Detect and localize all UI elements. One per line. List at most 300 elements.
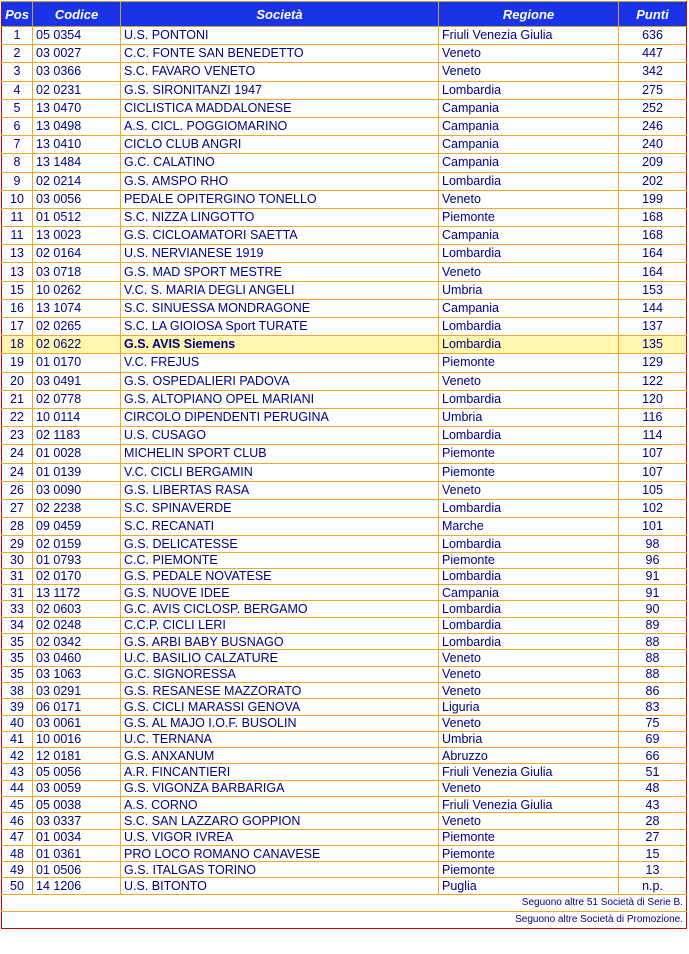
cell-regione: Veneto [439, 481, 619, 499]
cell-pos: 4 [2, 81, 33, 99]
table-row [2, 354, 687, 372]
cell-regione: Campania [439, 227, 619, 245]
cell-regione: Liguria [439, 699, 619, 715]
cell-codice: 01 0512 [33, 208, 121, 226]
table-row [2, 227, 687, 245]
table-row [2, 568, 687, 584]
cell-regione: Piemonte [439, 208, 619, 226]
cell-pos: 45 [2, 797, 33, 813]
table-row [2, 154, 687, 172]
table-row [2, 245, 687, 263]
cell-punti: 91 [619, 568, 687, 584]
cell-codice: 03 0337 [33, 813, 121, 829]
cell-regione: Campania [439, 99, 619, 117]
cell-pos: 48 [2, 845, 33, 861]
cell-punti: 135 [619, 336, 687, 354]
cell-regione: Campania [439, 136, 619, 154]
cell-pos: 13 [2, 245, 33, 263]
cell-societa: G.S. RESANESE MAZZORATO [121, 682, 439, 698]
cell-codice: 13 1074 [33, 299, 121, 317]
cell-punti: 209 [619, 154, 687, 172]
cell-pos: 38 [2, 682, 33, 698]
table-row [2, 552, 687, 568]
cell-regione: Veneto [439, 780, 619, 796]
cell-societa: S.C. SAN LAZZARO GOPPION [121, 813, 439, 829]
cell-pos: 9 [2, 172, 33, 190]
cell-codice: 06 0171 [33, 699, 121, 715]
cell-pos: 41 [2, 731, 33, 747]
table-row [2, 136, 687, 154]
cell-codice: 05 0056 [33, 764, 121, 780]
cell-societa: A.R. FINCANTIERI [121, 764, 439, 780]
table-row [2, 585, 687, 601]
cell-punti: 28 [619, 813, 687, 829]
cell-punti: 114 [619, 427, 687, 445]
cell-societa: U.S. BITONTO [121, 878, 439, 894]
cell-pos: 47 [2, 829, 33, 845]
cell-punti: 102 [619, 499, 687, 517]
table-row [2, 878, 687, 894]
cell-pos: 26 [2, 481, 33, 499]
table-row [2, 813, 687, 829]
cell-societa: S.C. FAVARO VENETO [121, 63, 439, 81]
table-row [2, 780, 687, 796]
cell-codice: 13 0470 [33, 99, 121, 117]
cell-punti: 275 [619, 81, 687, 99]
cell-codice: 01 0028 [33, 445, 121, 463]
cell-societa: C.C. PIEMONTE [121, 552, 439, 568]
table-row [2, 699, 687, 715]
cell-codice: 03 0056 [33, 190, 121, 208]
cell-pos: 50 [2, 878, 33, 894]
cell-punti: 240 [619, 136, 687, 154]
cell-regione: Piemonte [439, 354, 619, 372]
cell-punti: 27 [619, 829, 687, 845]
table-row [2, 666, 687, 682]
cell-societa: U.C. TERNANA [121, 731, 439, 747]
cell-punti: 105 [619, 481, 687, 499]
cell-punti: 144 [619, 299, 687, 317]
table-row [2, 601, 687, 617]
cell-societa: V.C. CICLI BERGAMIN [121, 463, 439, 481]
cell-regione: Veneto [439, 190, 619, 208]
cell-societa: V.C. FREJUS [121, 354, 439, 372]
cell-codice: 01 0506 [33, 862, 121, 878]
cell-pos: 16 [2, 299, 33, 317]
cell-codice: 09 0459 [33, 518, 121, 536]
header-row [2, 2, 687, 27]
table-row [2, 408, 687, 426]
cell-punti: 246 [619, 117, 687, 135]
cell-codice: 02 0164 [33, 245, 121, 263]
table-row [2, 81, 687, 99]
cell-regione: Piemonte [439, 829, 619, 845]
cell-punti: 43 [619, 797, 687, 813]
cell-pos: 42 [2, 748, 33, 764]
cell-codice: 10 0114 [33, 408, 121, 426]
cell-codice: 13 0498 [33, 117, 121, 135]
cell-punti: 107 [619, 463, 687, 481]
cell-pos: 35 [2, 666, 33, 682]
cell-codice: 03 0291 [33, 682, 121, 698]
cell-pos: 21 [2, 390, 33, 408]
cell-regione: Lombardia [439, 245, 619, 263]
cell-pos: 34 [2, 617, 33, 633]
header-regione: Regione [439, 2, 619, 27]
cell-regione: Umbria [439, 731, 619, 747]
cell-regione: Friuli Venezia Giulia [439, 764, 619, 780]
cell-punti: 88 [619, 650, 687, 666]
cell-regione: Lombardia [439, 172, 619, 190]
cell-societa: PEDALE OPITERGINO TONELLO [121, 190, 439, 208]
table-row [2, 499, 687, 517]
table-row [2, 117, 687, 135]
cell-codice: 01 0034 [33, 829, 121, 845]
cell-pos: 1 [2, 27, 33, 45]
cell-pos: 11 [2, 227, 33, 245]
table-row [2, 764, 687, 780]
cell-societa: G.S. CICLI MARASSI GENOVA [121, 699, 439, 715]
table-row [2, 27, 687, 45]
cell-punti: 342 [619, 63, 687, 81]
table-row [2, 617, 687, 633]
cell-societa: A.S. CICL. POGGIOMARINO [121, 117, 439, 135]
cell-regione: Lombardia [439, 318, 619, 336]
cell-societa: G.S. VIGONZA BARBARIGA [121, 780, 439, 796]
cell-pos: 35 [2, 650, 33, 666]
cell-societa: G.S. ITALGAS TORINO [121, 862, 439, 878]
cell-pos: 19 [2, 354, 33, 372]
cell-regione: Puglia [439, 878, 619, 894]
cell-pos: 15 [2, 281, 33, 299]
cell-regione: Lombardia [439, 536, 619, 552]
cell-pos: 43 [2, 764, 33, 780]
cell-pos: 31 [2, 568, 33, 584]
cell-pos: 30 [2, 552, 33, 568]
cell-pos: 31 [2, 585, 33, 601]
cell-punti: 101 [619, 518, 687, 536]
cell-punti: 96 [619, 552, 687, 568]
cell-codice: 03 0090 [33, 481, 121, 499]
cell-regione: Veneto [439, 650, 619, 666]
cell-societa: U.S. CUSAGO [121, 427, 439, 445]
cell-punti: 48 [619, 780, 687, 796]
cell-codice: 02 0265 [33, 318, 121, 336]
cell-pos: 11 [2, 208, 33, 226]
cell-pos: 49 [2, 862, 33, 878]
table-row [2, 299, 687, 317]
cell-punti: 107 [619, 445, 687, 463]
cell-codice: 03 0059 [33, 780, 121, 796]
cell-codice: 02 0248 [33, 617, 121, 633]
cell-regione: Veneto [439, 45, 619, 63]
cell-regione: Lombardia [439, 634, 619, 650]
table-row [2, 208, 687, 226]
table-row [2, 336, 687, 354]
cell-societa: S.C. SPINAVERDE [121, 499, 439, 517]
cell-regione: Lombardia [439, 601, 619, 617]
cell-pos: 17 [2, 318, 33, 336]
cell-punti: 51 [619, 764, 687, 780]
table-row [2, 518, 687, 536]
cell-pos: 35 [2, 634, 33, 650]
cell-punti: 116 [619, 408, 687, 426]
cell-codice: 01 0361 [33, 845, 121, 861]
cell-punti: 15 [619, 845, 687, 861]
cell-societa: A.S. CORNO [121, 797, 439, 813]
cell-regione: Veneto [439, 263, 619, 281]
cell-regione: Veneto [439, 715, 619, 731]
table-row [2, 281, 687, 299]
cell-societa: G.S. SIRONITANZI 1947 [121, 81, 439, 99]
header-punti: Punti [619, 2, 687, 27]
cell-societa: S.C. SINUESSA MONDRAGONE [121, 299, 439, 317]
cell-pos: 23 [2, 427, 33, 445]
cell-punti: 75 [619, 715, 687, 731]
table-row [2, 372, 687, 390]
cell-punti: 88 [619, 666, 687, 682]
cell-codice: 01 0170 [33, 354, 121, 372]
cell-pos: 27 [2, 499, 33, 517]
cell-societa: U.C. BASILIO CALZATURE [121, 650, 439, 666]
table-row [2, 427, 687, 445]
cell-codice: 13 0410 [33, 136, 121, 154]
cell-societa: CICLO CLUB ANGRI [121, 136, 439, 154]
cell-regione: Friuli Venezia Giulia [439, 27, 619, 45]
cell-regione: Veneto [439, 813, 619, 829]
table-row [2, 463, 687, 481]
cell-regione: Campania [439, 154, 619, 172]
table-row [2, 99, 687, 117]
cell-pos: 6 [2, 117, 33, 135]
cell-codice: 03 0718 [33, 263, 121, 281]
table-row [2, 634, 687, 650]
cell-codice: 02 0622 [33, 336, 121, 354]
table-row [2, 845, 687, 861]
table-row [2, 190, 687, 208]
cell-regione: Friuli Venezia Giulia [439, 797, 619, 813]
cell-pos: 24 [2, 445, 33, 463]
table-row [2, 172, 687, 190]
cell-punti: 86 [619, 682, 687, 698]
footnote-row [2, 911, 687, 928]
cell-codice: 13 1484 [33, 154, 121, 172]
cell-regione: Piemonte [439, 862, 619, 878]
cell-punti: 89 [619, 617, 687, 633]
cell-regione: Abruzzo [439, 748, 619, 764]
cell-pos: 3 [2, 63, 33, 81]
cell-regione: Piemonte [439, 445, 619, 463]
cell-regione: Campania [439, 117, 619, 135]
cell-regione: Veneto [439, 682, 619, 698]
cell-codice: 02 0778 [33, 390, 121, 408]
cell-punti: 98 [619, 536, 687, 552]
cell-codice: 13 0023 [33, 227, 121, 245]
cell-codice: 02 0231 [33, 81, 121, 99]
cell-regione: Campania [439, 299, 619, 317]
cell-regione: Lombardia [439, 390, 619, 408]
ranking-table [1, 1, 687, 929]
cell-regione: Lombardia [439, 499, 619, 517]
cell-codice: 10 0262 [33, 281, 121, 299]
cell-punti: 636 [619, 27, 687, 45]
cell-pos: 24 [2, 463, 33, 481]
cell-codice: 13 1172 [33, 585, 121, 601]
cell-societa: C.C. FONTE SAN BENEDETTO [121, 45, 439, 63]
cell-punti: 252 [619, 99, 687, 117]
cell-punti: 122 [619, 372, 687, 390]
cell-pos: 7 [2, 136, 33, 154]
cell-societa: C.C.P. CICLI LERI [121, 617, 439, 633]
cell-societa: U.S. PONTONI [121, 27, 439, 45]
cell-punti: 447 [619, 45, 687, 63]
cell-societa: S.C. RECANATI [121, 518, 439, 536]
cell-codice: 03 0027 [33, 45, 121, 63]
cell-regione: Lombardia [439, 568, 619, 584]
cell-punti: 164 [619, 245, 687, 263]
cell-societa: CICLISTICA MADDALONESE [121, 99, 439, 117]
cell-societa: G.S. ARBI BABY BUSNAGO [121, 634, 439, 650]
table-row [2, 715, 687, 731]
cell-regione: Lombardia [439, 617, 619, 633]
cell-punti: 199 [619, 190, 687, 208]
cell-pos: 2 [2, 45, 33, 63]
cell-pos: 20 [2, 372, 33, 390]
cell-punti: 164 [619, 263, 687, 281]
cell-punti: 153 [619, 281, 687, 299]
cell-regione: Piemonte [439, 552, 619, 568]
cell-regione: Lombardia [439, 336, 619, 354]
cell-societa: G.S. PEDALE NOVATESE [121, 568, 439, 584]
cell-pos: 46 [2, 813, 33, 829]
cell-regione: Marche [439, 518, 619, 536]
cell-societa: G.S. AL MAJO I.O.F. BUSOLIN [121, 715, 439, 731]
cell-regione: Veneto [439, 666, 619, 682]
footnote-promozione: Seguono altre Società di Promozione. [2, 911, 687, 928]
cell-punti: 202 [619, 172, 687, 190]
footnote-serie_b: Seguono altre 51 Società di Serie B. [2, 894, 687, 911]
cell-punti: 91 [619, 585, 687, 601]
cell-codice: 03 0366 [33, 63, 121, 81]
cell-codice: 02 2238 [33, 499, 121, 517]
cell-societa: G.S. ALTOPIANO OPEL MARIANI [121, 390, 439, 408]
cell-societa: MICHELIN SPORT CLUB [121, 445, 439, 463]
cell-codice: 03 1063 [33, 666, 121, 682]
table-row [2, 318, 687, 336]
cell-regione: Piemonte [439, 845, 619, 861]
cell-regione: Lombardia [439, 81, 619, 99]
cell-codice: 02 0159 [33, 536, 121, 552]
table-row [2, 797, 687, 813]
cell-punti: 137 [619, 318, 687, 336]
table-row [2, 682, 687, 698]
cell-societa: G.S. NUOVE IDEE [121, 585, 439, 601]
cell-codice: 14 1206 [33, 878, 121, 894]
header-pos: Pos [2, 2, 33, 27]
cell-regione: Veneto [439, 63, 619, 81]
cell-codice: 01 0793 [33, 552, 121, 568]
cell-pos: 44 [2, 780, 33, 796]
cell-societa: PRO LOCO ROMANO CANAVESE [121, 845, 439, 861]
cell-codice: 02 0214 [33, 172, 121, 190]
cell-codice: 03 0460 [33, 650, 121, 666]
table-row [2, 63, 687, 81]
cell-pos: 22 [2, 408, 33, 426]
table-row [2, 536, 687, 552]
cell-pos: 5 [2, 99, 33, 117]
table-row [2, 748, 687, 764]
table-row [2, 862, 687, 878]
ranking-rows [2, 27, 687, 929]
cell-pos: 8 [2, 154, 33, 172]
footnote-row [2, 894, 687, 911]
cell-societa: U.S. NERVIANESE 1919 [121, 245, 439, 263]
cell-codice: 03 0491 [33, 372, 121, 390]
cell-societa: U.S. VIGOR IVREA [121, 829, 439, 845]
cell-punti: 120 [619, 390, 687, 408]
cell-punti: 168 [619, 208, 687, 226]
cell-societa: G.S. AVIS Siemens [121, 336, 439, 354]
table-row [2, 481, 687, 499]
cell-punti: 129 [619, 354, 687, 372]
cell-societa: G.C. AVIS CICLOSP. BERGAMO [121, 601, 439, 617]
cell-societa: G.S. OSPEDALIERI PADOVA [121, 372, 439, 390]
cell-societa: G.C. CALATINO [121, 154, 439, 172]
cell-codice: 02 1183 [33, 427, 121, 445]
table-row [2, 45, 687, 63]
cell-pos: 40 [2, 715, 33, 731]
cell-codice: 03 0061 [33, 715, 121, 731]
cell-codice: 01 0139 [33, 463, 121, 481]
cell-societa: G.S. CICLOAMATORI SAETTA [121, 227, 439, 245]
cell-codice: 05 0038 [33, 797, 121, 813]
cell-regione: Piemonte [439, 463, 619, 481]
header-codice: Codice [33, 2, 121, 27]
cell-codice: 02 0170 [33, 568, 121, 584]
cell-societa: G.S. DELICATESSE [121, 536, 439, 552]
cell-punti: 168 [619, 227, 687, 245]
cell-regione: Lombardia [439, 427, 619, 445]
table-row [2, 445, 687, 463]
cell-regione: Veneto [439, 372, 619, 390]
cell-pos: 18 [2, 336, 33, 354]
cell-pos: 10 [2, 190, 33, 208]
cell-societa: G.S. AMSPO RHO [121, 172, 439, 190]
header-societa: Società [121, 2, 439, 27]
cell-punti: 83 [619, 699, 687, 715]
cell-societa: V.C. S. MARIA DEGLI ANGELI [121, 281, 439, 299]
cell-regione: Umbria [439, 408, 619, 426]
cell-societa: CIRCOLO DIPENDENTI PERUGINA [121, 408, 439, 426]
cell-codice: 12 0181 [33, 748, 121, 764]
cell-codice: 02 0342 [33, 634, 121, 650]
cell-pos: 28 [2, 518, 33, 536]
cell-societa: S.C. LA GIOIOSA Sport TURATE [121, 318, 439, 336]
cell-punti: n.p. [619, 878, 687, 894]
table-row [2, 263, 687, 281]
cell-pos: 39 [2, 699, 33, 715]
cell-punti: 90 [619, 601, 687, 617]
cell-punti: 88 [619, 634, 687, 650]
cell-pos: 29 [2, 536, 33, 552]
table-row [2, 731, 687, 747]
cell-pos: 33 [2, 601, 33, 617]
cell-societa: S.C. NIZZA LINGOTTO [121, 208, 439, 226]
table-row [2, 650, 687, 666]
cell-punti: 13 [619, 862, 687, 878]
cell-punti: 69 [619, 731, 687, 747]
cell-codice: 10 0016 [33, 731, 121, 747]
